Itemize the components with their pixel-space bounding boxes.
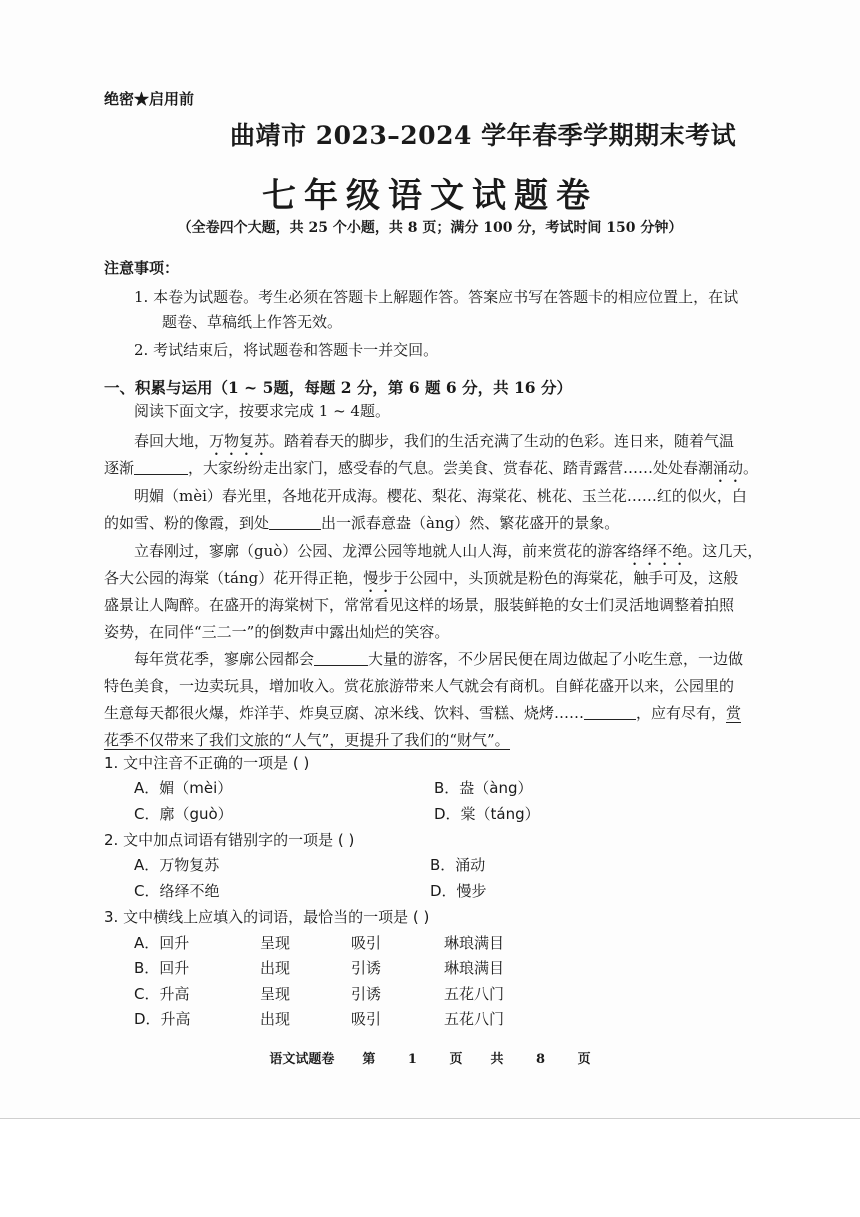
passage-p2-line2: 的如雪、粉的像霞，到处 出一派春意盎（àng）然、繁花盛开的景象。 (104, 514, 620, 532)
reading-instruction: 阅读下面文字，按要求完成 1 ~ 4题。 (134, 402, 390, 420)
fill-blank-4 (584, 704, 636, 720)
question-3-option-b-word-4: 琳琅满目 (444, 959, 505, 977)
question-3-option-c-word-4: 五花八门 (444, 985, 505, 1003)
question-3-option-c-word-2: 呈现 (260, 985, 291, 1003)
notice-item-2: 2. 考试结束后，将试题卷和答题卡一并交回。 (134, 341, 439, 359)
question-2-stem: 2. 文中加点词语有错别字的一项是 ( ) (104, 831, 355, 849)
dotted-word-4: 慢步 (363, 569, 394, 587)
page-footer (0, 1048, 860, 1067)
passage-p1-line2: 逐渐 ，大家纷纷走出家门，感受春的气息。尝美食、赏春花、踏青露营……处处春潮涌动。 (104, 459, 759, 477)
question-1-option-a: A．媚（mèi） (134, 779, 233, 797)
exam-title: 曲靖市 2023–2024 学年春季学期期末考试 (230, 121, 737, 150)
passage-p4-line3: 生意每天都很火爆，炸洋芋、炸臭豆腐、凉米线、饮料、雪糕、烧烤…… ，应有尽有，赏 (104, 704, 742, 722)
question-2-option-d: D．慢步 (430, 882, 487, 900)
passage-p3-line3: 盛景让人陶醉。在盛开的海棠树下，常常看见这样的场景，服装鲜艳的女士们灵活地调整着拍照 (104, 596, 735, 614)
footer-subject: 语文试题卷 (269, 1052, 335, 1067)
question-2-option-b: B．涌动 (430, 856, 486, 874)
question-3-option-b: B．回升 (134, 959, 190, 977)
question-3-option-d-word-4: 五花八门 (444, 1010, 505, 1028)
question-3-option-d-word-2: 出现 (260, 1010, 291, 1028)
question-1-option-d: D．棠（táng） (434, 805, 540, 823)
question-3-option-a-word-2: 呈现 (260, 934, 291, 952)
question-3-stem: 3. 文中横线上应填入的词语，最恰当的一项是 ( ) (104, 908, 430, 926)
passage-p3-line2: 各大公园的海棠（táng）花开得正艳，慢步于公园中，头顶就是粉色的海棠花，触手可及，这般 (104, 569, 739, 587)
underlined-sentence-start: 赏 (726, 704, 742, 722)
underlined-sentence: 花季不仅带来了我们文旅的“人气”，更提升了我们的“财气”。 (104, 731, 510, 749)
question-3-option-a-word-4: 琳琅满目 (444, 934, 505, 952)
passage-p3-line4: 姿势，在同伴“三二一”的倒数声中露出灿烂的笑容。 (104, 623, 450, 641)
fill-blank-2 (269, 514, 321, 530)
notice-item-1-line-2: 题卷、草稿纸上作答无效。 (162, 313, 343, 331)
fill-blank-1 (134, 459, 188, 475)
question-3-option-b-word-3: 引诱 (351, 959, 382, 977)
notice-item-1-line-1: 1. 本卷为试题卷。考生必须在答题卡上解题作答。答案应书写在答题卡的相应位置上，在试 (134, 288, 739, 306)
question-1-option-b: B．盎（àng） (434, 779, 533, 797)
notice-heading: 注意事项： (104, 259, 180, 277)
question-3-option-a-word-3: 吸引 (351, 934, 382, 952)
question-3-option-c: C．升高 (134, 985, 190, 1003)
footer-total-pages: 共 8 页 (490, 1052, 591, 1067)
passage-p2-line1: 明媚（mèi）春光里，各地花开成海。樱花、梨花、海棠花、桃花、玉兰花……红的似火，白 (134, 487, 747, 505)
passage-p3-line1: 立春刚过，寥廓（guò）公园、龙潭公园等地就人山人海，前来赏花的游客络绎不绝。这几天， (134, 542, 763, 560)
question-3-option-d-word-3: 吸引 (351, 1010, 382, 1028)
question-3-option-c-word-3: 引诱 (351, 985, 382, 1003)
question-3-option-a: A．回升 (134, 934, 190, 952)
dotted-word-2: 涌动 (713, 459, 744, 477)
section-1-heading: 一、积累与运用（1 ~ 5题，每题 2 分，第 6 题 6 分，共 16 分） (104, 378, 572, 397)
passage-p4-line1: 每年赏花季，寥廓公园都会 大量的游客，不少居民便在周边做起了小吃生意，一边做 (134, 650, 744, 668)
passage-p1-line1: 春回大地，万物复苏。踏着春天的脚步，我们的生活充满了生动的色彩。连日来，随着气温 (134, 432, 735, 450)
question-3-option-b-word-2: 出现 (260, 959, 291, 977)
passage-p4-line2: 特色美食，一边卖玩具，增加收入。赏花旅游带来人气就会有商机。自鲜花盛开以来，公园里的 (104, 677, 735, 695)
footer-page-number: 第 1 页 (362, 1052, 463, 1067)
dotted-word-1: 万物复苏 (209, 432, 270, 450)
question-1-option-c: C．廓（guò） (134, 805, 233, 823)
question-1-stem: 1. 文中注音不正确的一项是 ( ) (104, 754, 310, 772)
question-2-option-c: C．络绎不绝 (134, 882, 220, 900)
fill-blank-3 (314, 650, 368, 666)
passage-p4-line4 (104, 727, 510, 754)
secret-label: 绝密★启用前 (104, 90, 195, 108)
dotted-word-3: 络绎不绝 (627, 542, 688, 560)
paper-title: 七年级语文试题卷 (262, 176, 598, 216)
question-2-option-a: A．万物复苏 (134, 856, 220, 874)
question-3-option-d: D．升高 (134, 1010, 191, 1028)
exam-info: （全卷四个大题，共 25 个小题，共 8 页；满分 100 分，考试时间 150 分钟） (177, 220, 683, 236)
